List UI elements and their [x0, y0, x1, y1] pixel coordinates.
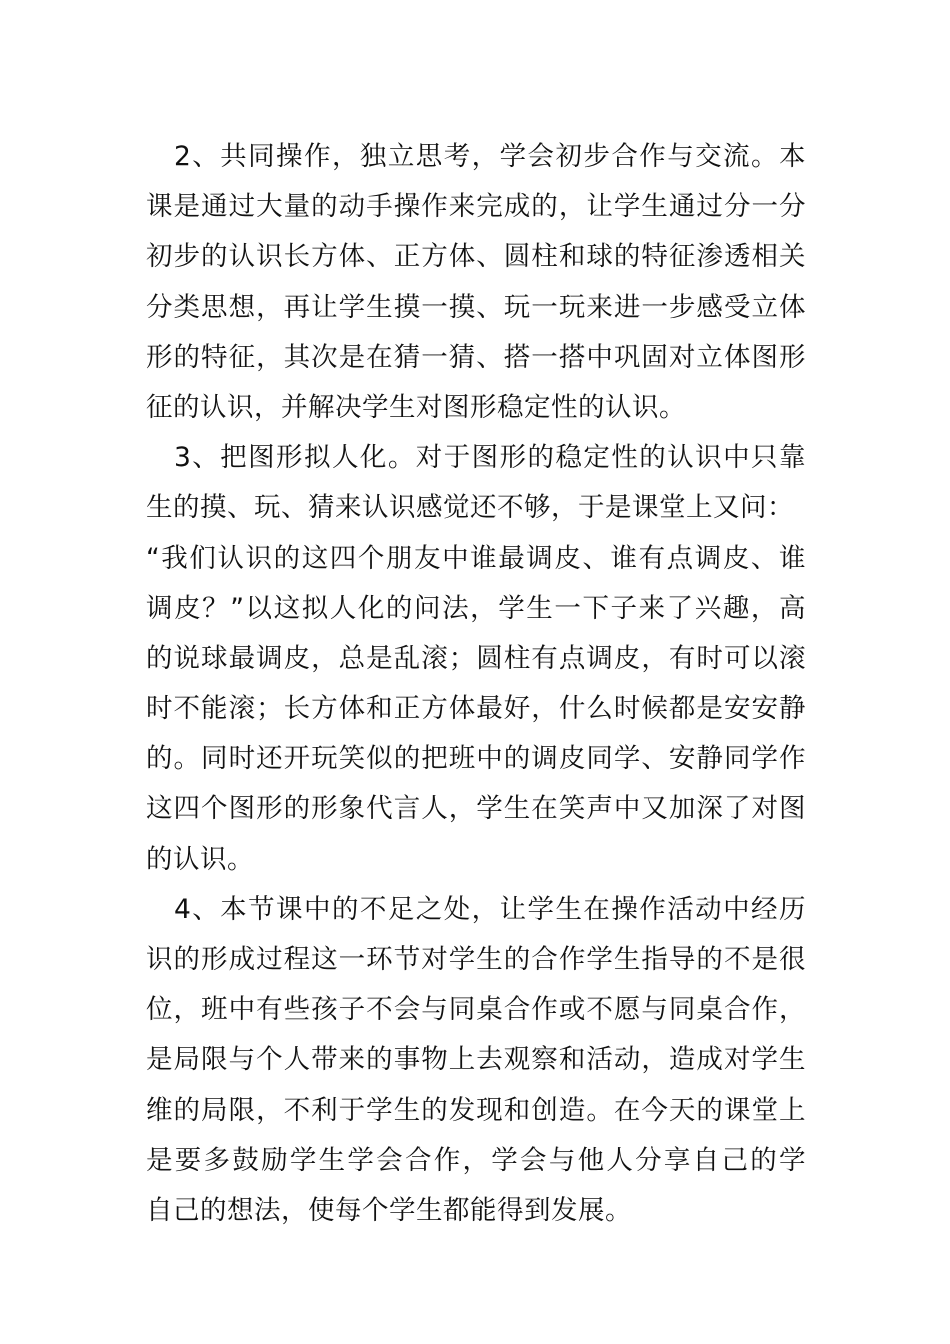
paragraph-3 — [146, 433, 806, 885]
text-line: 课是通过大量的动手操作来完成的，让学生通过分一分 — [146, 191, 806, 223]
text-line: 的。同时还开玩笑似的把班中的调皮同学、安静同学作 — [146, 743, 806, 775]
text-line: 这四个图形的形象代言人，学生在笑声中又加深了对图 — [146, 793, 806, 825]
text-line: 是局限与个人带来的事物上去观察和活动，造成对学生 — [146, 1044, 806, 1076]
text-line: 识的形成过程这一环节对学生的合作学生指导的不是很 — [146, 944, 806, 975]
text-line: 的认识。 — [146, 843, 254, 875]
text-line: 3、把图形拟人化。对于图形的稳定性的认识中只靠 — [173, 442, 806, 474]
text-line: 4、本节课中的不足之处，让学生在操作活动中经历 — [173, 893, 806, 925]
text-line: 生的摸、玩、猜来认识感觉还不够，于是课堂上又问： — [146, 492, 794, 524]
text-line: 维的局限，不利于学生的发现和创造。在今天的课堂上 — [146, 1094, 806, 1126]
text-line: 2、共同操作，独立思考，学会初步合作与交流。本 — [173, 141, 806, 172]
text-line: “我们认识的这四个朋友中谁最调皮、谁有点调皮、谁 — [146, 542, 806, 574]
text-line: 自己的想法，使每个学生都能得到发展。 — [146, 1194, 632, 1226]
text-line: 时不能滚；长方体和正方体最好，什么时候都是安安静 — [146, 693, 806, 725]
text-line: 征的认识，并解决学生对图形稳定性的认识。 — [146, 391, 686, 423]
text-line: 分类思想，再让学生摸一摸、玩一玩来进一步感受立体 — [146, 291, 806, 323]
paragraph-2 — [146, 132, 806, 433]
text-line: 位，班中有些孩子不会与同桌合作或不愿与同桌合作， — [146, 994, 806, 1026]
text-line: 初步的认识长方体、正方体、圆柱和球的特征渗透相关 — [146, 241, 806, 273]
text-line: 的说球最调皮，总是乱滚；圆柱有点调皮，有时可以滚 — [146, 642, 806, 674]
text-line: 形的特征，其次是在猜一猜、搭一搭中巩固对立体图形 — [146, 341, 806, 373]
document-body — [146, 132, 806, 1236]
text-line: 调皮？”以这拟人化的问法，学生一下子来了兴趣，高 — [146, 592, 806, 624]
text-line: 是要多鼓励学生学会合作，学会与他人分享自己的学 — [146, 1144, 806, 1176]
paragraph-4 — [146, 885, 806, 1236]
